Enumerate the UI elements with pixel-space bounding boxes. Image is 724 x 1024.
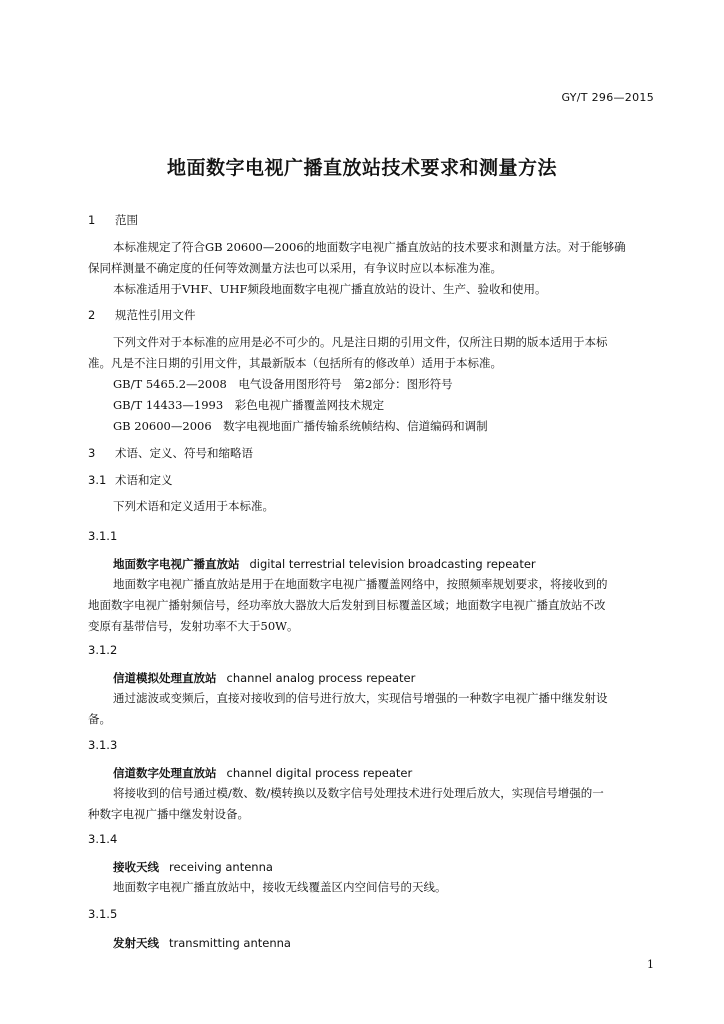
section-3-1-3-number: 3.1.3 xyxy=(88,738,118,752)
section-3-1-4-number: 3.1.4 xyxy=(88,832,118,846)
page-title: 地面数字电视广播直放站技术要求和测量方法 xyxy=(166,157,557,179)
term-entry xyxy=(113,935,291,951)
references-intro-line-2: 准。凡是不注日期的引用文件，其最新版本（包括所有的修改单）适用于本标准。 xyxy=(88,356,502,370)
section-title: 术语、定义、符号和缩略语 xyxy=(115,446,253,460)
scope-paragraph-1-line-2: 保同样测量不确定度的任何等效测量方法也可以采用，有争议时应以本标准为准。 xyxy=(88,261,502,275)
term-chinese: 接收天线 xyxy=(113,860,159,874)
scope-paragraph-1-line-1: 本标准规定了符合GB 20600—2006的地面数字电视广播直放站的技术要求和测量方法。对于能够确 xyxy=(113,240,626,254)
term-entry xyxy=(113,765,412,781)
term-english: transmitting antenna xyxy=(169,936,291,950)
reference-item: GB/T 5465.2—2008 电气设备用图形符号 第2部分：图形符号 xyxy=(113,377,453,391)
definition-line: 地面数字电视广播直放站中，接收无线覆盖区内空间信号的天线。 xyxy=(113,880,447,894)
term-chinese: 地面数字电视广播直放站 xyxy=(113,557,240,571)
definition-line: 备。 xyxy=(88,712,111,726)
terms-intro: 下列术语和定义适用于本标准。 xyxy=(113,499,274,513)
standard-code: GY/T 296—2015 xyxy=(561,91,654,104)
term-entry xyxy=(113,556,536,572)
section-number: 3 xyxy=(88,446,96,460)
term-chinese: 信道数字处理直放站 xyxy=(113,766,217,780)
term-chinese: 发射天线 xyxy=(113,936,159,950)
section-3-heading xyxy=(88,445,253,461)
section-3-1-2-number: 3.1.2 xyxy=(88,643,118,657)
term-english: receiving antenna xyxy=(169,860,273,874)
term-english: channel digital process repeater xyxy=(226,766,413,780)
term-entry xyxy=(113,670,415,686)
reference-item: GB/T 14433—1993 彩色电视广播覆盖网技术规定 xyxy=(113,398,385,412)
reference-item: GB 20600—2006 数字电视地面广播传输系统帧结构、信道编码和调制 xyxy=(113,419,488,433)
term-english: channel analog process repeater xyxy=(226,671,416,685)
definition-line: 地面数字电视广播射频信号，经功率放大器放大后发射到目标覆盖区域；地面数字电视广播直放站不改 xyxy=(88,598,606,612)
section-3-1-5-number: 3.1.5 xyxy=(88,907,118,921)
section-title: 术语和定义 xyxy=(115,473,173,487)
section-3-1-heading xyxy=(88,472,173,488)
section-3-1-1-number: 3.1.1 xyxy=(88,529,118,543)
section-title: 规范性引用文件 xyxy=(115,308,196,322)
term-chinese: 信道模拟处理直放站 xyxy=(113,671,217,685)
section-1-heading xyxy=(88,212,138,228)
section-title: 范围 xyxy=(115,213,138,227)
term-entry xyxy=(113,859,273,875)
section-number: 3.1 xyxy=(88,473,107,487)
definition-line: 通过滤波或变频后，直接对接收到的信号进行放大，实现信号增强的一种数字电视广播中继发射设 xyxy=(113,691,608,705)
definition-line: 种数字电视广播中继发射设备。 xyxy=(88,807,249,821)
section-2-heading xyxy=(88,307,196,323)
definition-line: 将接收到的信号通过模/数、数/模转换以及数字信号处理技术进行处理后放大，实现信号增强的一 xyxy=(113,786,604,800)
scope-paragraph-2: 本标准适用于VHF、UHF频段地面数字电视广播直放站的设计、生产、验收和使用。 xyxy=(113,282,547,296)
references-intro-line-1: 下列文件对于本标准的应用是必不可少的。凡是注日期的引用文件，仅所注日期的版本适用于本标 xyxy=(113,335,608,349)
definition-line: 变原有基带信号，发射功率不大于50W。 xyxy=(88,619,299,633)
section-number: 1 xyxy=(88,213,96,227)
definition-line: 地面数字电视广播直放站是用于在地面数字电视广播覆盖网络中，按照频率规划要求，将接收到的 xyxy=(113,577,608,591)
term-english: digital terrestrial television broadcasting repeater xyxy=(249,557,536,571)
section-number: 2 xyxy=(88,308,96,322)
page-number: 1 xyxy=(647,958,654,971)
